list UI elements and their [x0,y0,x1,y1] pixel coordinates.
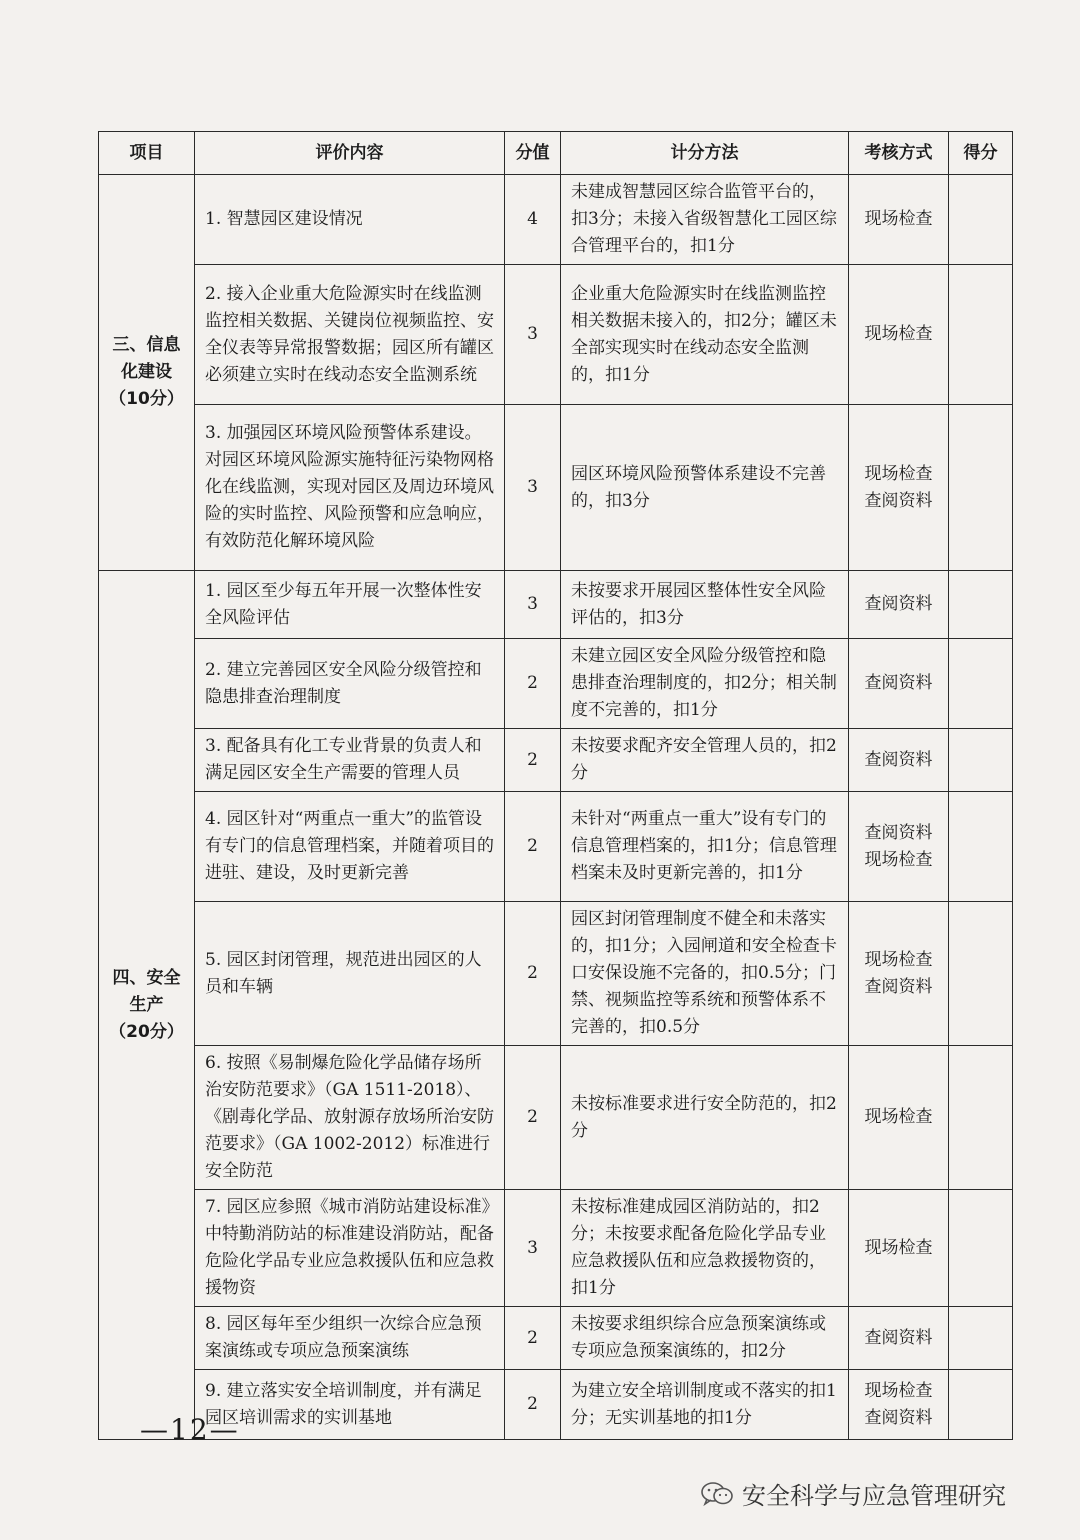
method-label: 查阅资料 [864,822,933,843]
calc-cell [561,1046,849,1190]
method-cell [849,1370,949,1440]
result-cell [949,639,1013,729]
content-cell [195,1046,505,1190]
content-cell [195,571,505,639]
method-cell [849,902,949,1046]
category-cell [99,571,195,1440]
score-cell: 2 [505,1307,561,1370]
method-label: 现场检查 [864,1380,933,1401]
category-cell [99,175,195,571]
table-header-row [99,132,1013,175]
content-cell [195,1370,505,1440]
method-label: 现场检查 [864,1107,933,1127]
calc-cell [561,639,849,729]
evaluation-table [98,131,1013,1440]
table-row [99,792,1013,902]
calc-cell [561,405,849,571]
method-label: 查阅资料 [864,749,933,770]
table-row [99,1307,1013,1370]
method-label: 现场检查 [864,209,933,229]
score-cell: 3 [505,1190,561,1307]
result-cell [949,405,1013,571]
method-label: 查阅资料 [864,976,933,997]
content-text: 1. 智慧园区建设情况 [205,209,363,229]
table-row [99,265,1013,405]
result-cell [949,265,1013,405]
table-body [99,175,1013,1440]
calc-text: 企业重大危险源实时在线监测监控相关数据未接入的，扣2分；罐区未全部实现实时在线动态安全监测的，扣1分 [571,283,837,385]
method-label: 现场检查 [864,949,933,970]
calc-cell [561,1190,849,1307]
method-label: 查阅资料 [864,673,933,693]
content-cell [195,1190,505,1307]
calc-cell [561,1307,849,1370]
content-text: 8. 园区每年至少组织一次综合应急预案演练或专项应急预案演练 [205,1314,482,1361]
content-cell [195,792,505,902]
content-cell [195,265,505,405]
score-cell: 2 [505,792,561,902]
score-cell: 2 [505,1046,561,1190]
score-cell: 3 [505,405,561,571]
score-cell: 2 [505,729,561,792]
result-cell [949,1190,1013,1307]
content-text: 9. 建立落实安全培训制度，并有满足园区培训需求的实训基地 [205,1380,482,1428]
content-text: 4. 园区针对“两重点一重大”的监管设有专门的信息管理档案，并随着项目的进驻、建设，及时更新完善 [205,809,494,883]
evaluation-sheet [98,131,1012,1440]
header-calc: 计分方法 [561,132,849,175]
category-label: （10分） [109,389,184,409]
content-text: 7. 园区应参照《城市消防站建设标准》中特勤消防站的标准建设消防站，配备危险化学品专业应急救援队伍和应急救援物资 [205,1197,494,1298]
table-row [99,571,1013,639]
method-cell [849,639,949,729]
calc-text: 未按标准要求进行安全防范的，扣2分 [571,1093,837,1141]
content-cell [195,405,505,571]
result-cell [949,175,1013,265]
result-cell [949,1307,1013,1370]
calc-text: 为建立安全培训制度或不落实的扣1分；无实训基地的扣1分 [571,1380,837,1428]
header-score: 分值 [505,132,561,175]
calc-text: 园区环境风险预警体系建设不完善的，扣3分 [571,463,826,511]
result-cell [949,1370,1013,1440]
wechat-icon [700,1481,734,1507]
result-cell [949,1046,1013,1190]
category-label: （20分） [109,1021,184,1042]
method-label: 现场检查 [864,1237,933,1258]
calc-cell [561,265,849,405]
method-label: 现场检查 [864,324,933,344]
content-text: 1. 园区至少每五年开展一次整体性安全风险评估 [205,580,482,628]
method-cell [849,1307,949,1370]
method-cell [849,792,949,902]
method-label: 查阅资料 [864,1407,933,1428]
watermark [700,1476,1006,1511]
calc-text: 未按要求配齐安全管理人员的，扣2分 [571,736,837,783]
category-label: 化建设 [121,362,172,382]
method-cell [849,405,949,571]
result-cell [949,571,1013,639]
table-row [99,175,1013,265]
watermark-text: 安全科学与应急管理研究 [742,1482,1006,1510]
calc-text: 未按要求开展园区整体性安全风险评估的，扣3分 [571,580,826,628]
header-result: 得分 [949,132,1013,175]
score-cell: 4 [505,175,561,265]
method-label: 查阅资料 [864,594,933,614]
content-text: 2. 建立完善园区安全风险分级管控和隐患排查治理制度 [205,659,482,707]
method-label: 现场检查 [864,463,933,484]
method-cell [849,1190,949,1307]
method-label: 查阅资料 [864,490,933,511]
score-cell: 3 [505,571,561,639]
method-cell [849,1046,949,1190]
result-cell [949,792,1013,902]
content-cell [195,729,505,792]
score-cell: 2 [505,639,561,729]
table-row [99,405,1013,571]
calc-cell [561,175,849,265]
calc-text: 未针对“两重点一重大”设有专门的信息管理档案的，扣1分；信息管理档案未及时更新完善的，扣1分 [571,809,837,883]
category-label: 三、信息 [112,335,181,355]
table-row [99,1046,1013,1190]
calc-cell [561,729,849,792]
score-cell: 2 [505,1370,561,1440]
calc-text: 未建立园区安全风险分级管控和隐患排查治理制度的，扣2分；相关制度不完善的，扣1分 [571,646,837,720]
content-text: 3. 配备具有化工专业背景的负责人和满足园区安全生产需要的管理人员 [205,736,482,783]
category-label: 四、安全 [112,967,181,988]
method-cell [849,175,949,265]
content-cell [195,902,505,1046]
calc-text: 园区封闭管理制度不健全和未落实的，扣1分；入园闸道和安全检查卡口安保设施不完备的，扣0.5分；门禁、视频监控等系统和预警体系不完善的，扣0.5分 [571,909,837,1037]
method-cell [849,571,949,639]
content-cell [195,175,505,265]
calc-cell [561,1370,849,1440]
table-row [99,902,1013,1046]
header-item: 项目 [99,132,195,175]
calc-text: 未按标准建成园区消防站的，扣2分；未按要求配备危险化学品专业应急救援队伍和应急救援物资的，扣1分 [571,1197,826,1298]
content-cell [195,1307,505,1370]
score-cell: 3 [505,265,561,405]
calc-cell [561,571,849,639]
content-text: 3. 加强园区环境风险预警体系建设。对园区环境风险源实施特征污染物网格化在线监测，实现对园区及周边环境风险的实时监控、风险预警和应急响应，有效防范化解环境风险 [205,423,494,551]
score-cell: 2 [505,902,561,1046]
table-row [99,729,1013,792]
calc-cell [561,902,849,1046]
content-text: 2. 接入企业重大危险源实时在线监测监控相关数据、关键岗位视频监控、安全仪表等异常报警数据；园区所有罐区必须建立实时在线动态安全监测系统 [205,283,494,385]
calc-cell [561,792,849,902]
category-label: 生产 [129,994,164,1015]
header-method: 考核方式 [849,132,949,175]
header-content: 评价内容 [195,132,505,175]
table-row [99,639,1013,729]
result-cell [949,729,1013,792]
page-number: —12— [140,1413,240,1446]
result-cell [949,902,1013,1046]
content-cell [195,639,505,729]
method-label: 查阅资料 [864,1327,933,1348]
content-text: 5. 园区封闭管理，规范进出园区的人员和车辆 [205,949,482,997]
method-cell [849,265,949,405]
method-label: 现场检查 [864,849,933,870]
content-text: 6. 按照《易制爆危险化学品储存场所治安防范要求》（GA 1511-2018）、《剧毒化学品、放射源存放场所治安防范要求》（GA 1002-2012）标准进行安全防范 [205,1053,494,1181]
method-cell [849,729,949,792]
calc-text: 未建成智慧园区综合监管平台的，扣3分；未接入省级智慧化工园区综合管理平台的，扣1分 [571,182,837,256]
calc-text: 未按要求组织综合应急预案演练或专项应急预案演练的，扣2分 [571,1314,826,1361]
table-row [99,1190,1013,1307]
